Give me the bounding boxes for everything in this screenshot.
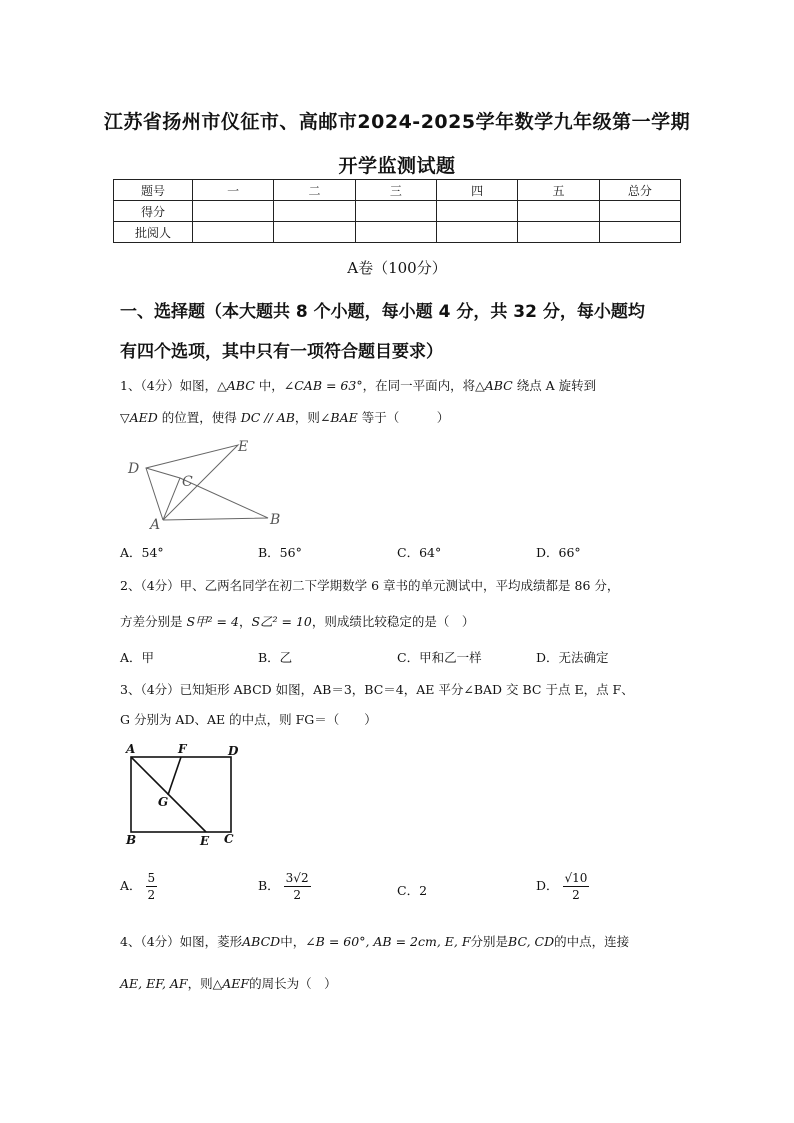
- label-d: D: [128, 461, 140, 477]
- part1-heading-line2: 有四个选项，其中只有一项符合题目要求）: [120, 342, 443, 362]
- reviewer-row: [114, 222, 681, 243]
- title-line-1: 江苏省扬州市仪征市、高邮市2024-2025学年数学九年级第一学期: [103, 111, 691, 133]
- reviewer-cell: [599, 222, 680, 243]
- score-table: [113, 179, 681, 243]
- q1-prefix: 1、（4分）如图，: [120, 378, 218, 393]
- q3-option-c: C．2: [397, 883, 428, 898]
- q4-line1: [120, 932, 629, 950]
- reviewer-cell: [274, 222, 355, 243]
- q1-mid5: ，则: [294, 410, 320, 425]
- q2-sep: ，: [238, 614, 252, 629]
- score-cell: [193, 201, 274, 222]
- header-cell: 四: [436, 180, 517, 201]
- label-c: C: [182, 474, 193, 490]
- q4-rhombus: ABCD: [242, 934, 281, 949]
- q3-figure: [120, 740, 250, 850]
- q3-option-d-label: D．: [536, 878, 559, 893]
- q4-mid: 中，: [280, 934, 306, 949]
- triangle-abc: [163, 478, 268, 520]
- title-line-2: 开学监测试题: [338, 155, 456, 177]
- score-table-header-row: [114, 180, 681, 201]
- label-f: F: [178, 742, 187, 756]
- q1-line1: [120, 376, 596, 394]
- q1-option-d: D．66°: [536, 545, 581, 560]
- label-e: E: [238, 439, 249, 455]
- segment-dca: [146, 468, 180, 520]
- label-e: E: [200, 834, 210, 848]
- denominator: 2: [572, 888, 580, 902]
- score-cell: [599, 201, 680, 222]
- q3-option-a: [120, 870, 157, 903]
- q4-line2-mid: ，则: [187, 976, 213, 991]
- reviewer-cell: [355, 222, 436, 243]
- q4-mid2: 分别是: [470, 934, 509, 949]
- q1-angle-cab: ∠CAB = 63°: [283, 378, 363, 393]
- denominator: 2: [293, 888, 301, 902]
- q1-mid3: 绕点 A 旋转到: [512, 378, 597, 393]
- q3-option-b: [258, 870, 311, 903]
- q1-option-a: A．54°: [120, 545, 164, 560]
- q3-option-b-label: B．: [258, 878, 280, 893]
- q1-mid1: 中，: [254, 378, 284, 393]
- q2-option-d: D．无法确定: [536, 650, 609, 665]
- q1-mid4: 的位置，使得: [157, 410, 241, 425]
- q2-line1: 2、（4分）甲、乙两名同学在初二下学期数学 6 章书的单元测试中，平均成绩都是 86 分，: [120, 578, 620, 593]
- score-cell: [518, 201, 599, 222]
- label-a: A: [150, 517, 161, 532]
- q2-option-b: B．乙: [258, 650, 293, 665]
- denominator: 2: [147, 888, 156, 902]
- q2-line2-prefix: 方差分别是: [120, 614, 187, 629]
- q3-line1: 3、（4分）已知矩形 ABCD 如图，AB＝3，BC＝4，AE 平分∠BAD 交 BC 于点 E，点 F、: [120, 682, 634, 697]
- q1-figure: [120, 432, 290, 532]
- reviewer-cell: [193, 222, 274, 243]
- q4-prefix: 4、（4分）如图，菱形: [120, 934, 243, 949]
- q1-line2: [120, 408, 449, 426]
- header-cell: 总分: [599, 180, 680, 201]
- label-b: B: [270, 512, 281, 528]
- q1-tri-abc: △ABC: [217, 378, 255, 393]
- score-row: [114, 201, 681, 222]
- q1-suffix: 等于（ ）: [357, 410, 450, 425]
- score-cell: [274, 201, 355, 222]
- q4-triangle: △AEF: [212, 976, 250, 991]
- q3-option-a-label: A．: [120, 878, 142, 893]
- header-cell: 一: [193, 180, 274, 201]
- q1-angle-bae: ∠BAE: [319, 410, 358, 425]
- q2-line2: [120, 612, 474, 630]
- numerator: 5: [147, 871, 156, 885]
- q1-tri-aed: ▽AED: [120, 410, 158, 425]
- rectangle-abcd: [131, 757, 231, 832]
- q1-option-c: C．64°: [397, 545, 442, 560]
- q4-conditions: ∠B = 60°, AB = 2cm, E, F: [305, 934, 471, 949]
- q1-option-b: B．56°: [258, 545, 302, 560]
- reviewer-cell: [518, 222, 599, 243]
- q2-line2-suffix: ，则成绩比较稳定的是（ ）: [311, 614, 475, 629]
- q4-line1-suffix: 的中点，连接: [554, 934, 630, 949]
- header-cell: 二: [274, 180, 355, 201]
- numerator: 3√2: [285, 871, 309, 885]
- segment-fg: [168, 757, 181, 795]
- q3-option-d-fraction: [563, 870, 590, 903]
- label-b: B: [126, 833, 137, 847]
- q3-option-a-fraction: [146, 870, 158, 903]
- q2-variance-yi: S乙² = 10: [251, 614, 312, 629]
- q2-option-a: A．甲: [120, 650, 155, 665]
- label-g: G: [158, 795, 169, 809]
- section-a-title: A卷（100分）: [347, 259, 447, 277]
- label-d: D: [228, 744, 239, 758]
- q4-midpoints: BC, CD: [508, 934, 555, 949]
- row-label: 得分: [114, 201, 193, 222]
- q1-mid2: ，在同一平面内，将: [362, 378, 476, 393]
- header-cell: 三: [355, 180, 436, 201]
- reviewer-cell: [436, 222, 517, 243]
- label-c: C: [224, 832, 234, 846]
- q1-parallel: DC // AB: [240, 410, 295, 425]
- q1-tri-abc-2: △ABC: [475, 378, 513, 393]
- part1-heading-line1: 一、选择题（本大题共 8 个小题，每小题 4 分，共 32 分，每小题均: [120, 302, 645, 322]
- header-cell: 题号: [114, 180, 193, 201]
- score-cell: [355, 201, 436, 222]
- q4-line2: [120, 974, 337, 992]
- q3-line2: G 分别为 AD、AE 的中点，则 FG＝（ ）: [120, 712, 377, 727]
- numerator: √10: [564, 871, 588, 885]
- q2-option-c: C．甲和乙一样: [397, 650, 482, 665]
- q4-segments: AE, EF, AF: [120, 976, 188, 991]
- q3-option-d: [536, 870, 589, 903]
- q4-line2-suffix: 的周长为（ ）: [249, 976, 337, 991]
- row-label: 批阅人: [114, 222, 193, 243]
- score-cell: [436, 201, 517, 222]
- label-a: A: [126, 742, 136, 756]
- q3-option-b-fraction: [284, 870, 311, 903]
- header-cell: 五: [518, 180, 599, 201]
- q2-variance-jia: S甲² = 4: [186, 614, 239, 629]
